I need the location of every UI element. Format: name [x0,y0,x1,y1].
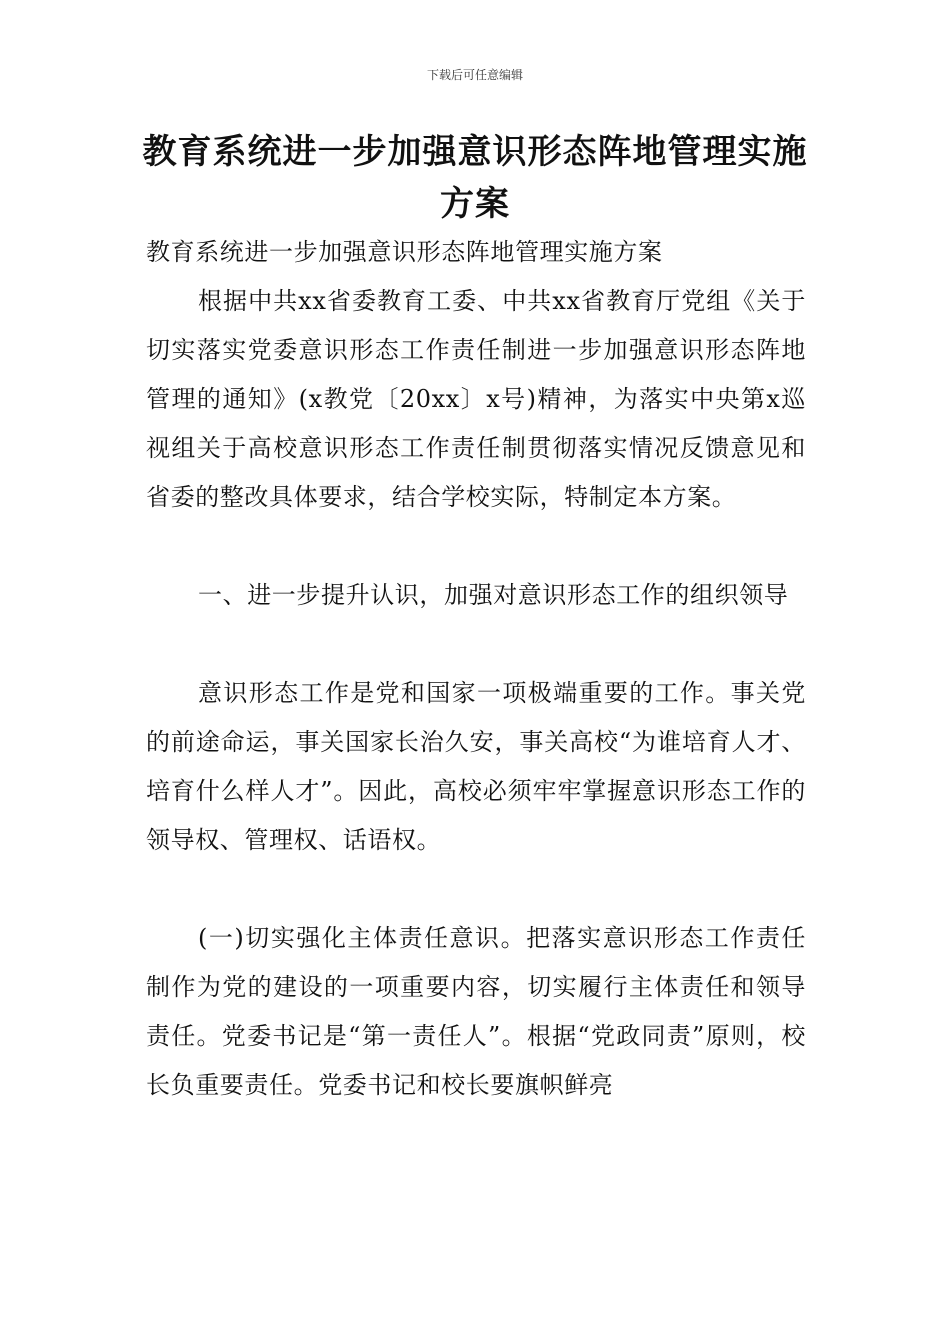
header-note: 下载后可任意编辑 [426,68,523,82]
paragraph-importance: 意识形态工作是党和国家一项极端重要的工作。事关党的前途命运，事关国家长治久安，事关高校“为谁培育人才、培育什么样人才”。因此，高校必须牢牢掌握意识形态工作的领导权、管理权、话语权。 [146,679,806,854]
section-heading-1: 一、进一步提升认识，加强对意识形态工作的组织领导 [198,581,789,609]
document-title: 教育系统进一步加强意识形态阵地管理实施方案 [142,132,808,224]
document-subtitle: 教育系统进一步加强意识形态阵地管理实施方案 [146,238,663,266]
paragraph-spacer [146,865,806,914]
paragraph-spacer [146,620,806,669]
paragraph-spacer [146,522,806,571]
paragraph-responsibility: (一)切实强化主体责任意识。把落实意识形态工作责任制作为党的建设的一项重要内容，切实履行主体责任和领导责任。党委书记是“第一责任人”。根据“党政同责”原则，校长负重要责任。党委书记和校长要旗帜鲜亮 [146,924,806,1099]
paragraph-intro: 根据中共xx省委教育工委、中共xx省教育厅党组《关于切实落实党委意识形态工作责任制进一步加强意识形态阵地管理的通知》(x教党〔20xx〕x号)精神，为落实中央第x巡视组关于高校意识形态工作责任制贯彻落实情况反馈意见和省委的整改具体要求，结合学校实际，特制定本方案。 [146,287,806,511]
document-body [146,228,806,1110]
